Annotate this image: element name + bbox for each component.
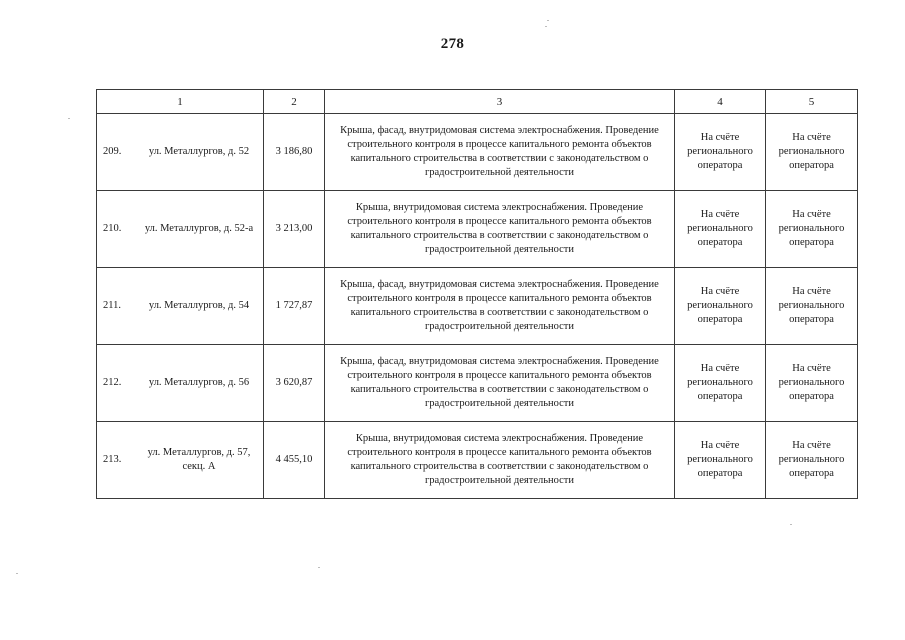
address-cell: [97, 422, 264, 499]
address-text: ул. Металлургов, д. 57, секц. А: [147, 447, 251, 472]
column-header-4: 4: [675, 90, 766, 114]
scan-speck: [16, 573, 18, 574]
funding-cell-col4: На счёте регионального оператора: [675, 422, 766, 499]
cost-cell: 3 213,00: [264, 191, 325, 268]
scan-speck: [545, 26, 547, 27]
cost-cell: 1 727,87: [264, 268, 325, 345]
row-number: 213.: [103, 454, 122, 465]
work-description-cell: Крыша, фасад, внутридомовая система электроснабжения. Проведение строительного контроля в процессе капитального ремонта объектов капитального строительства в соответствии с законодательством о градостроительной деятельности: [325, 268, 675, 345]
cost-cell: 3 186,80: [264, 114, 325, 191]
scan-speck: [318, 567, 320, 568]
scan-speck: [68, 118, 70, 119]
row-number: 209.: [103, 146, 122, 157]
page-number: 278: [440, 36, 465, 52]
address-cell: [97, 114, 264, 191]
funding-cell-col4: На счёте регионального оператора: [675, 191, 766, 268]
work-description-cell: Крыша, фасад, внутридомовая система электроснабжения. Проведение строительного контроля в процессе капитального ремонта объектов капитального строительства в соответствии с законодательством о градостроительной деятельности: [325, 114, 675, 191]
address-text: ул. Металлургов, д. 52: [148, 146, 250, 157]
address-cell: [97, 345, 264, 422]
cost-cell: 3 620,87: [264, 345, 325, 422]
column-header-1: 1: [97, 90, 264, 114]
column-header-5: 5: [766, 90, 858, 114]
address-text: ул. Металлургов, д. 56: [148, 377, 250, 388]
table-row: [97, 191, 858, 268]
table-header-row: [97, 90, 858, 114]
cost-cell: 4 455,10: [264, 422, 325, 499]
funding-cell-col5: На счёте регионального оператора: [766, 268, 858, 345]
table-row: [97, 422, 858, 499]
funding-cell-col4: На счёте регионального оператора: [675, 114, 766, 191]
table-row: [97, 268, 858, 345]
scan-speck: [547, 20, 549, 21]
address-text: ул. Металлургов, д. 54: [148, 300, 250, 311]
work-description-cell: Крыша, фасад, внутридомовая система электроснабжения. Проведение строительного контроля в процессе капитального ремонта объектов капитального строительства в соответствии с законодательством о градостроительной деятельности: [325, 345, 675, 422]
funding-cell-col5: На счёте регионального оператора: [766, 422, 858, 499]
row-number: 212.: [103, 377, 122, 388]
address-cell: [97, 268, 264, 345]
row-number: 211.: [103, 300, 121, 311]
address-cell: [97, 191, 264, 268]
column-header-3: 3: [325, 90, 675, 114]
funding-cell-col5: На счёте регионального оператора: [766, 345, 858, 422]
column-header-2: 2: [264, 90, 325, 114]
repair-program-table: [96, 89, 858, 499]
scan-speck: [790, 524, 792, 525]
funding-cell-col4: На счёте регионального оператора: [675, 268, 766, 345]
table-row: [97, 114, 858, 191]
funding-cell-col4: На счёте регионального оператора: [675, 345, 766, 422]
table-row: [97, 345, 858, 422]
funding-cell-col5: На счёте регионального оператора: [766, 191, 858, 268]
row-number: 210.: [103, 223, 122, 234]
work-description-cell: Крыша, внутридомовая система электроснабжения. Проведение строительного контроля в процессе капитального ремонта объектов капитального строительства в соответствии с законодательством о градостроительной деятельности: [325, 422, 675, 499]
funding-cell-col5: На счёте регионального оператора: [766, 114, 858, 191]
address-text: ул. Металлургов, д. 52-а: [144, 223, 254, 234]
work-description-cell: Крыша, внутридомовая система электроснабжения. Проведение строительного контроля в процессе капитального ремонта объектов капитального строительства в соответствии с законодательством о градостроительной деятельности: [325, 191, 675, 268]
